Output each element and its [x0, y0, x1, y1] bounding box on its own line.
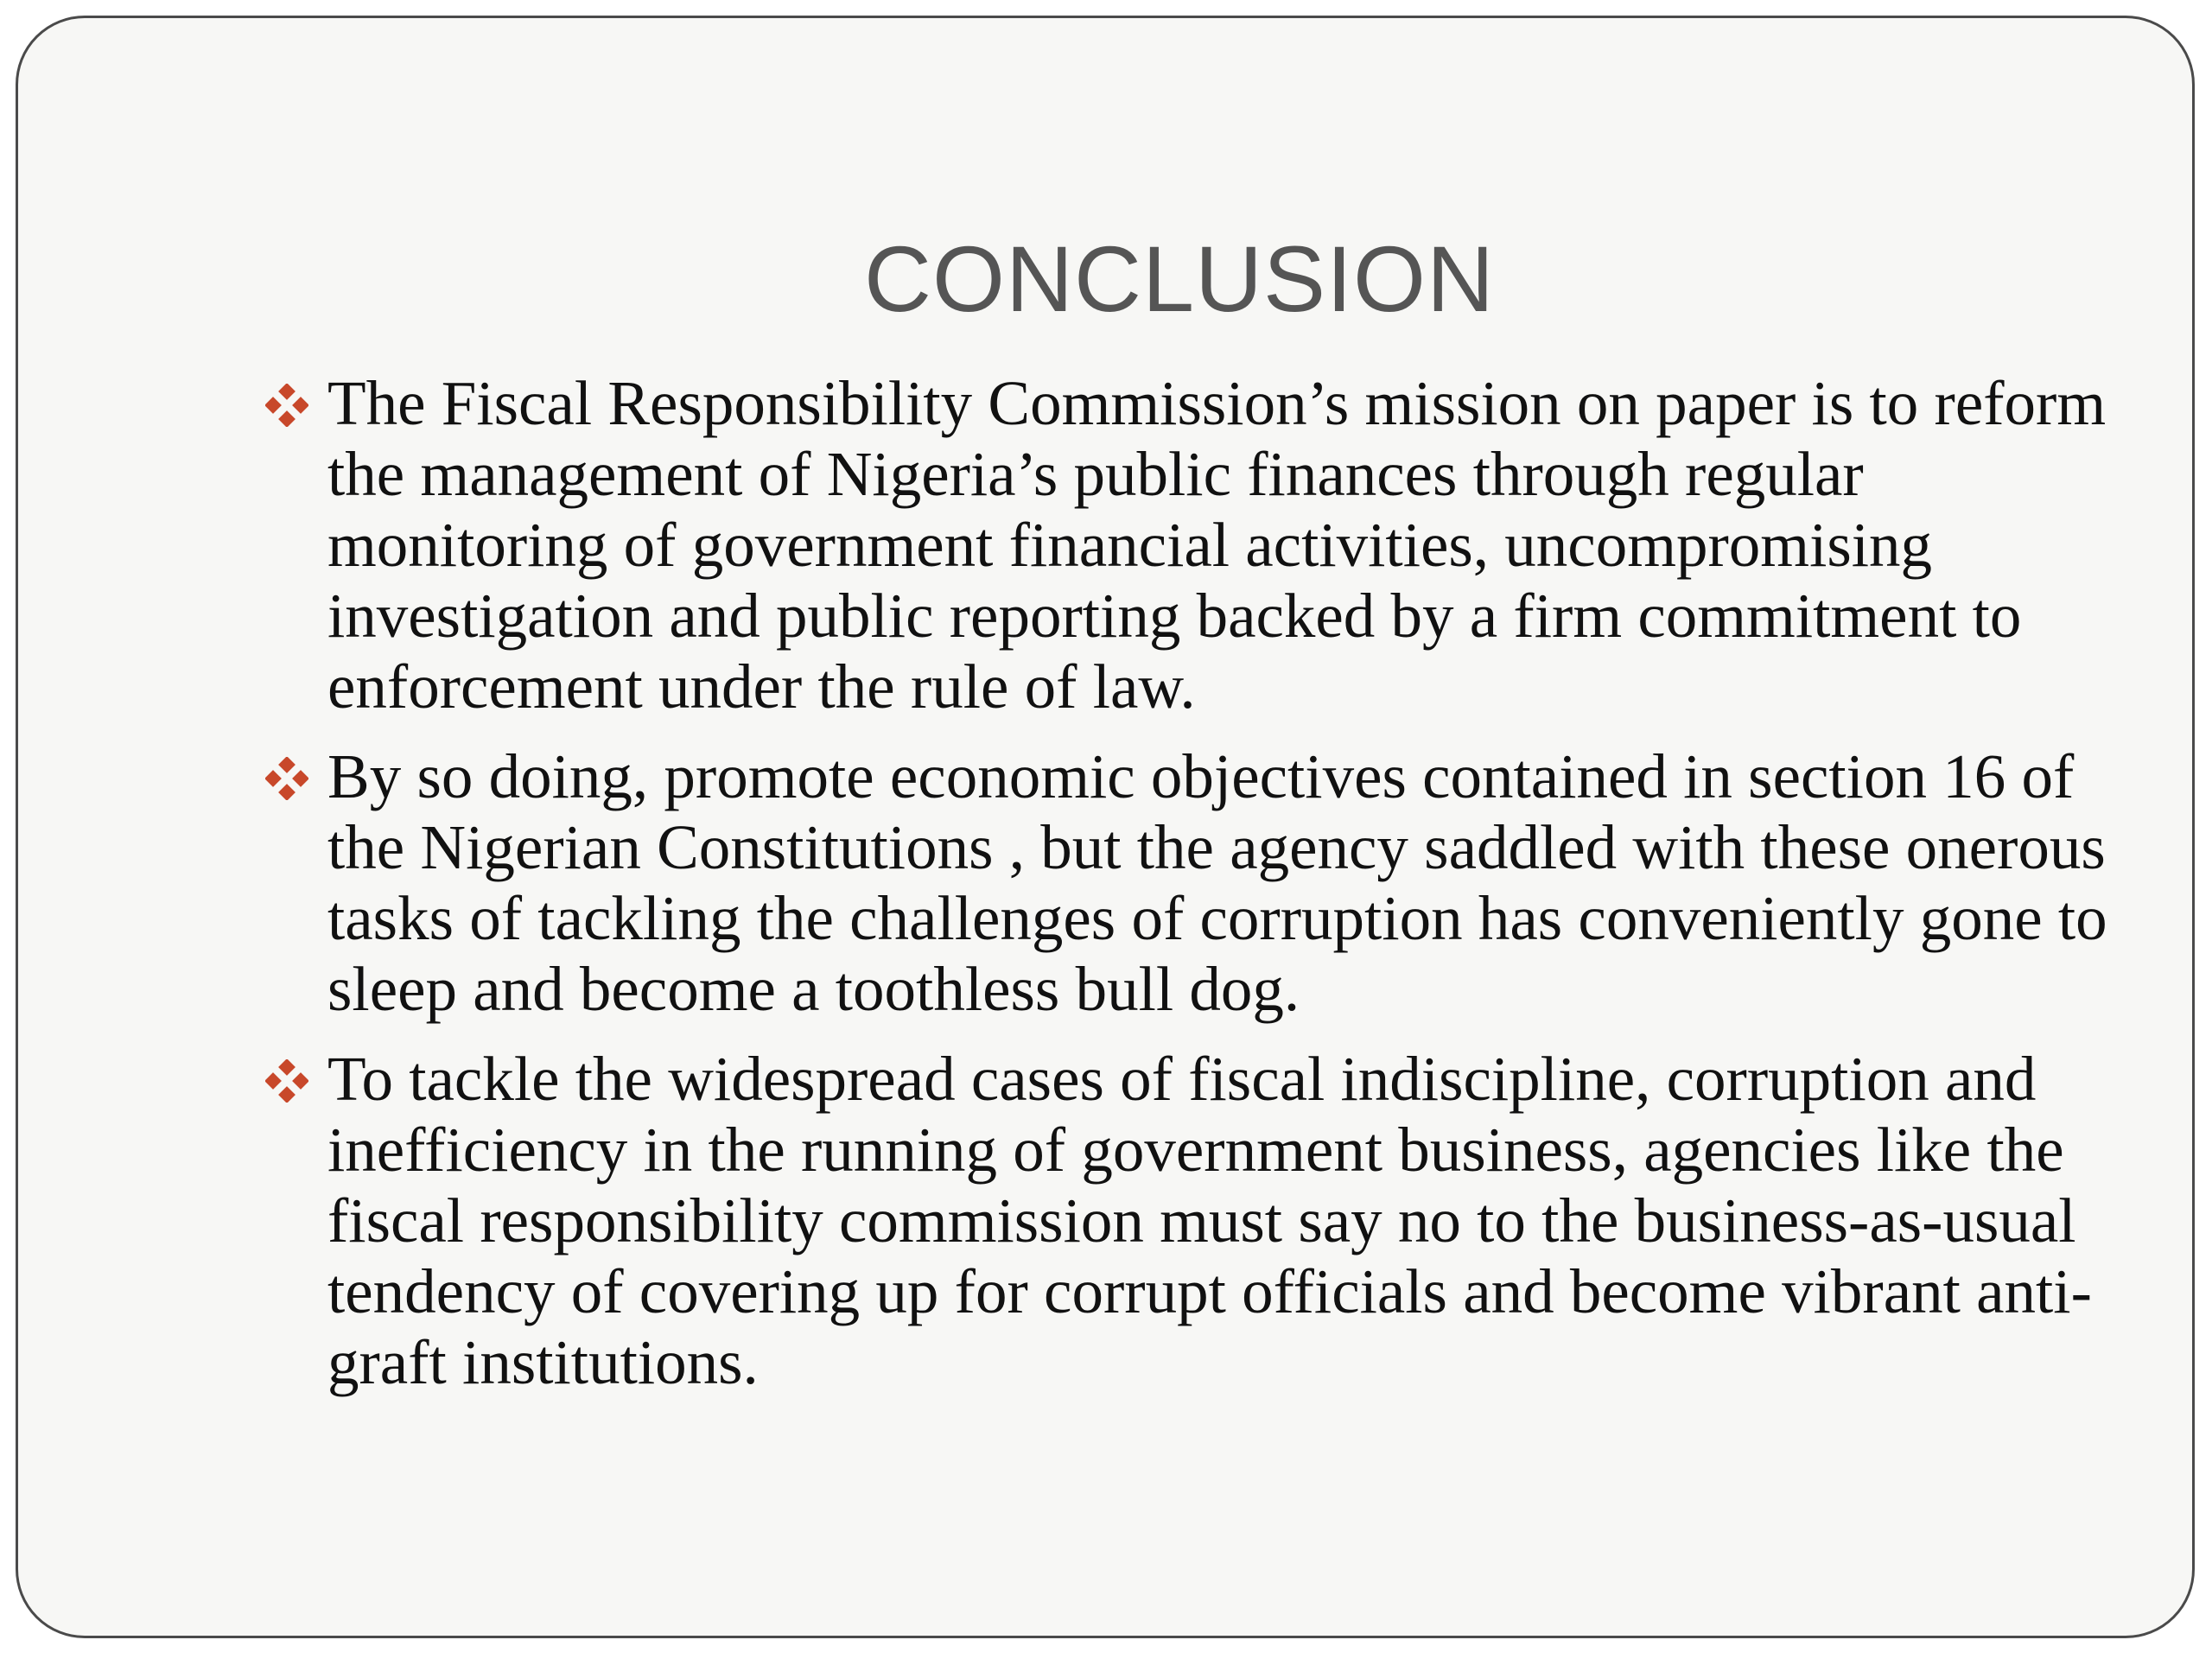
bullet-item-2: [251, 741, 2118, 1025]
diamond-bullet-icon: [265, 757, 308, 800]
bullet-text-1: The Fiscal Responsibility Commission’s mission on paper is to reform the management of Nigeria’s public finances through regular monitoring of government financial activities, uncompromising investigation and public reporting backed by a firm commitment to enforcement under the rule of law.: [327, 368, 2107, 721]
bullet-text-2: By so doing, promote economic objectives contained in section 16 of the Nigerian Constitutions , but the agency saddled with these onerous tasks of tackling the challenges of corruption has conveniently gone to sleep and become a toothless bull dog.: [327, 741, 2107, 1024]
bullet-list: [251, 368, 2118, 1417]
slide-title: CONCLUSION: [863, 226, 1496, 331]
diamond-bullet-icon: [265, 1059, 308, 1103]
diamond-bullet-icon: [265, 384, 308, 427]
bullet-text-3: To tackle the widespread cases of fiscal indiscipline, corruption and inefficiency in the running of government business, agencies like the fiscal responsibility commission must say no to the business-as-usual tendency of covering up for corrupt officials and become vibrant anti-graft institutions.: [327, 1044, 2092, 1397]
slide: [16, 16, 2195, 1638]
bullet-item-3: [251, 1044, 2118, 1398]
bullet-item-1: [251, 368, 2118, 722]
